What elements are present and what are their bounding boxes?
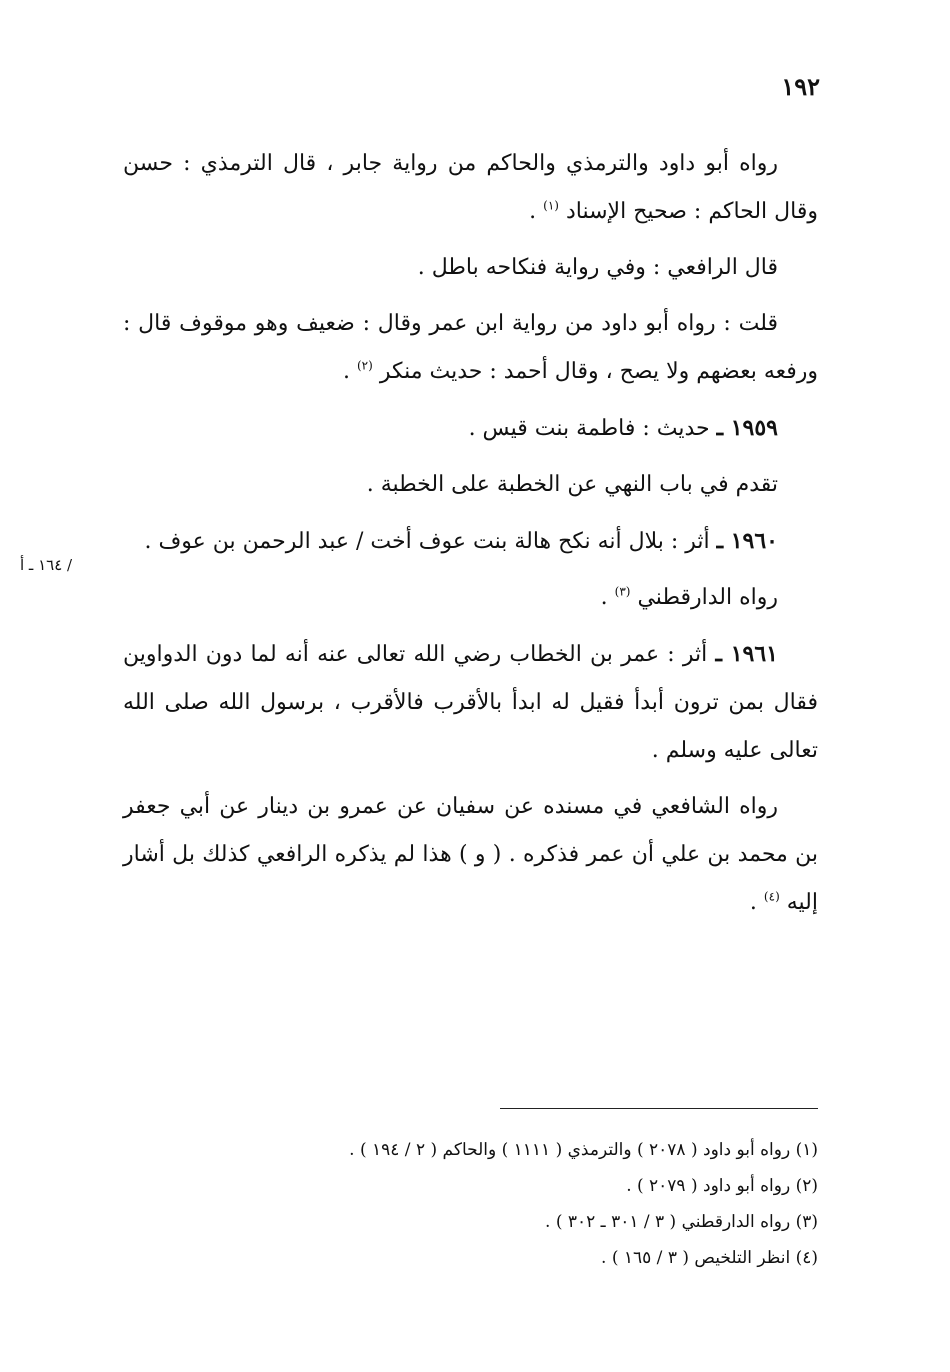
- paragraph: [123, 461, 818, 509]
- paragraph: قلت : رواه أبو داود من رواية ابن عمر وقال : ضعيف وهو موقوف قال : ورفعه بعضهم ولا يصح ، وقال أحمد : حديث منكر $^{(٢)}$ .: [123, 311, 818, 384]
- paragraph-text: قال الرافعي : وفي رواية فنكاحه باطل .: [417, 255, 778, 280]
- footnote-ref[interactable]: (١): [543, 198, 559, 213]
- paragraph-text: رواه الشافعي في مسنده عن سفيان عن عمرو بن دينار عن أبي جعفر بن محمد بن علي أن عمر فذكره . ( و ) هذا لم يذكره الرافعي كذلك بل أشار إليه: [123, 794, 819, 915]
- footnotes: [118, 1132, 818, 1276]
- paragraph: رواه الدارقطني $^{(٣)}$ .: [600, 584, 778, 610]
- paragraph: رواه الشافعي في مسنده عن سفيان عن عمرو بن دينار عن أبي جعفر بن محمد بن علي أن عمر فذكره . ( و ) هذا لم يذكره الرافعي كذلك بل أشار إليه $^{(٤)}$ .: [123, 794, 819, 915]
- paragraph-text: أثر : بلال أنه نكح هالة بنت عوف أخت / عبد الرحمن بن عوف .: [144, 529, 717, 554]
- footnote: (٣) رواه الدارقطني ( ٣ / ٣٠١ ـ ٣٠٢ ) .: [545, 1212, 818, 1232]
- footnote: (٤) انظر التلخيص ( ٣ / ١٦٥ ) .: [601, 1248, 818, 1268]
- paragraph-text: قلت : رواه أبو داود من رواية ابن عمر وقال : ضعيف وهو موقوف قال : ورفعه بعضهم ولا يصح ، وقال أحمد : حديث منكر: [123, 311, 818, 384]
- footnote: (٢) رواه أبو داود ( ٢٠٧٩ ) .: [626, 1176, 818, 1196]
- entry-heading: [123, 517, 818, 566]
- margin-note: / ١٦٤ ـ أ: [20, 556, 73, 574]
- entry-number: ١٩٦٠ ـ: [716, 528, 778, 554]
- footnote: (١) رواه أبو داود ( ٢٠٧٨ ) والترمذي ( ١١١١ ) والحاكم ( ٢ / ١٩٤ ) .: [349, 1140, 818, 1160]
- paragraph-text: تقدم في باب النهي عن الخطبة على الخطبة .: [366, 472, 778, 497]
- paragraph-text: رواه الدارقطني: [637, 585, 778, 610]
- entry-number: ١٩٦١ ـ: [715, 641, 778, 667]
- paragraph-text: حديث : فاطمة بنت قيس .: [468, 416, 717, 441]
- main-text: [123, 140, 818, 935]
- page-number: ١٩٢: [781, 72, 820, 101]
- footnote-ref[interactable]: (٢): [356, 358, 373, 373]
- entry-heading: [123, 630, 818, 775]
- footnote-divider: [500, 1108, 818, 1109]
- paragraph: رواه أبو داود والترمذي والحاكم من رواية جابر ، قال الترمذي : حسن وقال الحاكم : صحيح الإسناد $^{(١)}$ .: [123, 151, 818, 224]
- footnote-ref[interactable]: (٣): [614, 584, 631, 599]
- paragraph-text: رواه أبو داود والترمذي والحاكم من رواية جابر ، قال الترمذي : حسن وقال الحاكم : صحيح الإسناد: [123, 151, 818, 224]
- entry-heading: [123, 404, 818, 453]
- footnote-ref[interactable]: (٤): [763, 889, 780, 904]
- entry-number: ١٩٥٩ ـ: [716, 415, 778, 441]
- paragraph: [123, 244, 818, 292]
- paragraph-text: أثر : عمر بن الخطاب رضي الله تعالى عنه أنه لما دون الدواوين فقال بمن ترون أبدأ فقيل له ابدأ بالأقرب فالأقرب ، برسول الله صلى الله تعالى عليه وسلم .: [123, 642, 818, 763]
